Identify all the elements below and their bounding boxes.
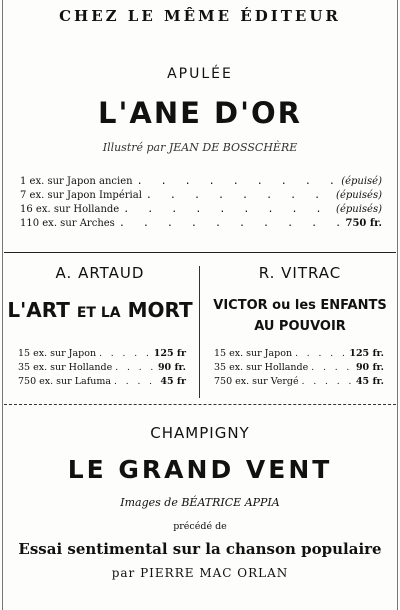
dot-leader bbox=[119, 204, 336, 215]
dot-leader bbox=[112, 363, 158, 373]
book3-edition-row bbox=[214, 376, 384, 390]
edition-quantity: 15 ex. sur Japon bbox=[214, 348, 293, 359]
edition-price: (épuisés) bbox=[336, 204, 382, 215]
column-divider bbox=[199, 266, 200, 398]
book3-title-line: VICTOR ou les ENFANTS bbox=[213, 298, 387, 313]
edition-quantity: 1 ex. sur Japon ancien bbox=[20, 176, 133, 187]
dot-leader bbox=[115, 218, 346, 229]
book4-title: LE GRAND VENT bbox=[67, 455, 333, 484]
dot-leader bbox=[111, 377, 160, 387]
section-divider bbox=[4, 252, 396, 253]
book2-title-part: MORT bbox=[127, 298, 193, 322]
book3-edition-row bbox=[214, 362, 384, 376]
book1-edition-row bbox=[20, 218, 382, 232]
book2-title-part: L'ART bbox=[7, 298, 70, 322]
book3-author: R. VITRAC bbox=[258, 264, 342, 282]
book2-edition-row bbox=[18, 362, 186, 376]
book2-title bbox=[5, 298, 195, 322]
book4-essay-author: par PIERRE MAC ORLAN bbox=[111, 566, 289, 580]
book3-title-line: AU POUVOIR bbox=[254, 319, 346, 334]
edition-price: 125 fr bbox=[153, 348, 186, 359]
book2-title-part: ET LA bbox=[76, 305, 121, 321]
dot-leader bbox=[142, 190, 336, 201]
dot-leader bbox=[292, 349, 349, 359]
edition-price: 45 fr bbox=[160, 376, 186, 387]
section-divider bbox=[4, 404, 396, 405]
edition-price: 125 fr. bbox=[349, 348, 384, 359]
book4-illustrator: Images de BÉATRICE APPIA bbox=[120, 496, 280, 509]
book3-edition-row bbox=[214, 348, 384, 362]
edition-price: 90 fr. bbox=[157, 362, 186, 373]
book1-illustrator: Illustré par JEAN DE BOSSCHÈRE bbox=[102, 141, 298, 154]
left-border bbox=[2, 0, 3, 610]
book2-edition-row bbox=[18, 376, 186, 390]
dot-leader bbox=[299, 377, 356, 387]
edition-quantity: 750 ex. sur Lafuma bbox=[18, 376, 112, 387]
edition-price: 750 fr. bbox=[345, 218, 382, 229]
dot-leader bbox=[133, 176, 342, 187]
book4-preceded: précédé de bbox=[173, 521, 227, 532]
edition-quantity: 750 ex. sur Vergé bbox=[214, 376, 299, 387]
book1-author: APULÉE bbox=[167, 66, 233, 82]
dot-leader bbox=[96, 349, 154, 359]
edition-price: (épuisés) bbox=[336, 190, 382, 201]
book1-title: L'ANE D'OR bbox=[98, 96, 302, 130]
edition-quantity: 15 ex. sur Japon bbox=[18, 348, 97, 359]
book2-author: A. ARTAUD bbox=[55, 264, 145, 282]
edition-quantity: 7 ex. sur Japon Impérial bbox=[20, 190, 142, 201]
book3-title bbox=[205, 295, 395, 337]
edition-quantity: 16 ex. sur Hollande bbox=[20, 204, 120, 215]
book4-author: CHAMPIGNY bbox=[150, 424, 250, 442]
right-border bbox=[397, 0, 398, 610]
edition-quantity: 110 ex. sur Arches bbox=[20, 218, 115, 229]
book1-edition-row bbox=[20, 204, 382, 218]
book4-essay-title: Essai sentimental sur la chanson populaire bbox=[18, 540, 382, 558]
edition-price: 45 fr. bbox=[355, 376, 384, 387]
edition-price: 90 fr. bbox=[355, 362, 384, 373]
edition-quantity: 35 ex. sur Hollande bbox=[214, 362, 309, 373]
edition-price: (épuisé) bbox=[341, 176, 382, 187]
edition-quantity: 35 ex. sur Hollande bbox=[18, 362, 113, 373]
dot-leader bbox=[308, 363, 356, 373]
book2-edition-row bbox=[18, 348, 186, 362]
book1-edition-row bbox=[20, 190, 382, 204]
publisher-header: CHEZ LE MÊME ÉDITEUR bbox=[59, 7, 341, 25]
book1-edition-row bbox=[20, 176, 382, 190]
